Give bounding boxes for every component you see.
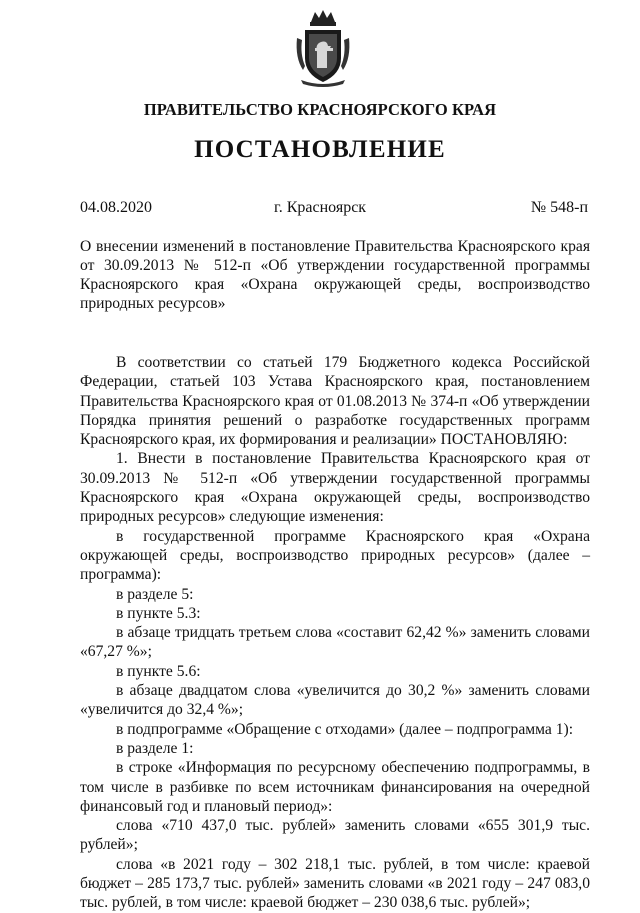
coat-of-arms-icon xyxy=(293,8,353,88)
body-paragraph: 1. Внести в постановление Правительства Красноярского края от 30.09.2013 № 512-п «Об утверждении государственной программы Красноярского края «Охрана окружающей среды, воспроизводство природных ресурсов» следующие изменения: xyxy=(80,450,590,526)
document-type-title: ПОСТАНОВЛЕНИЕ xyxy=(194,136,446,163)
body-paragraph: в разделе 5: xyxy=(116,585,194,603)
government-title: ПРАВИТЕЛЬСТВО КРАСНОЯРСКОГО КРАЯ xyxy=(143,100,497,119)
body-paragraph: В соответствии со статьей 179 Бюджетного кодекса Российской Федерации, статьей 103 Устава Красноярского края, постановлением Правительства Красноярского края от 01.08.2013 № 374-п «Об утверждении Порядка принятия решений о разработке государственных программ Красноярского края, их формирования и реализации» ПОСТАНОВЛЯЮ: xyxy=(80,354,590,449)
body-paragraph: в государственной программе Красноярского края «Охрана окружающей среды, воспроизводство природных ресурсов» (далее – программа): xyxy=(80,527,590,584)
body-paragraph: в разделе 1: xyxy=(116,739,194,757)
decree-date: 04.08.2020 xyxy=(80,199,152,216)
decree-subject: О внесении изменений в постановление Правительства Красноярского края от 30.09.2013 № 512-п «Об утверждении государственной программы Красноярского края «Охрана окружающей среды, воспроизводство природных ресурсов» xyxy=(80,238,590,312)
body-paragraph: в абзаце двадцатом слова «увеличится до 30,2 %» заменить словами «увеличится до 32,4 %»; xyxy=(80,682,590,719)
body-paragraph: в подпрограмме «Обращение с отходами» (далее – подпрограмма 1): xyxy=(116,720,574,738)
body-paragraph: слова «в 2021 году – 302 218,1 тыс. рублей, в том числе: краевой бюджет – 285 173,7 тыс. рублей» заменить словами «в 2021 году – 247 083,0 тыс. рублей, в том числе: краевой бюджет – 230 038,6 тыс. рублей»; xyxy=(80,855,590,912)
body-paragraph: в пункте 5.6: xyxy=(116,662,201,680)
body-paragraph: слова «710 437,0 тыс. рублей» заменить словами «655 301,9 тыс. рублей»; xyxy=(80,817,590,854)
decree-city: г. Красноярск xyxy=(273,199,367,216)
decree-number: № 548-п xyxy=(530,199,588,216)
body-paragraph: в пункте 5.3: xyxy=(116,604,201,622)
decree-body xyxy=(80,353,590,913)
body-paragraph: в абзаце тридцать третьем слова «составит 62,42 %» заменить словами «67,27 %»; xyxy=(80,624,590,661)
body-paragraph: в строке «Информация по ресурсному обеспечению подпрограммы, в том числе в разбивке по всем источникам финансирования на очередной финансовый год и плановый период»: xyxy=(80,759,590,815)
